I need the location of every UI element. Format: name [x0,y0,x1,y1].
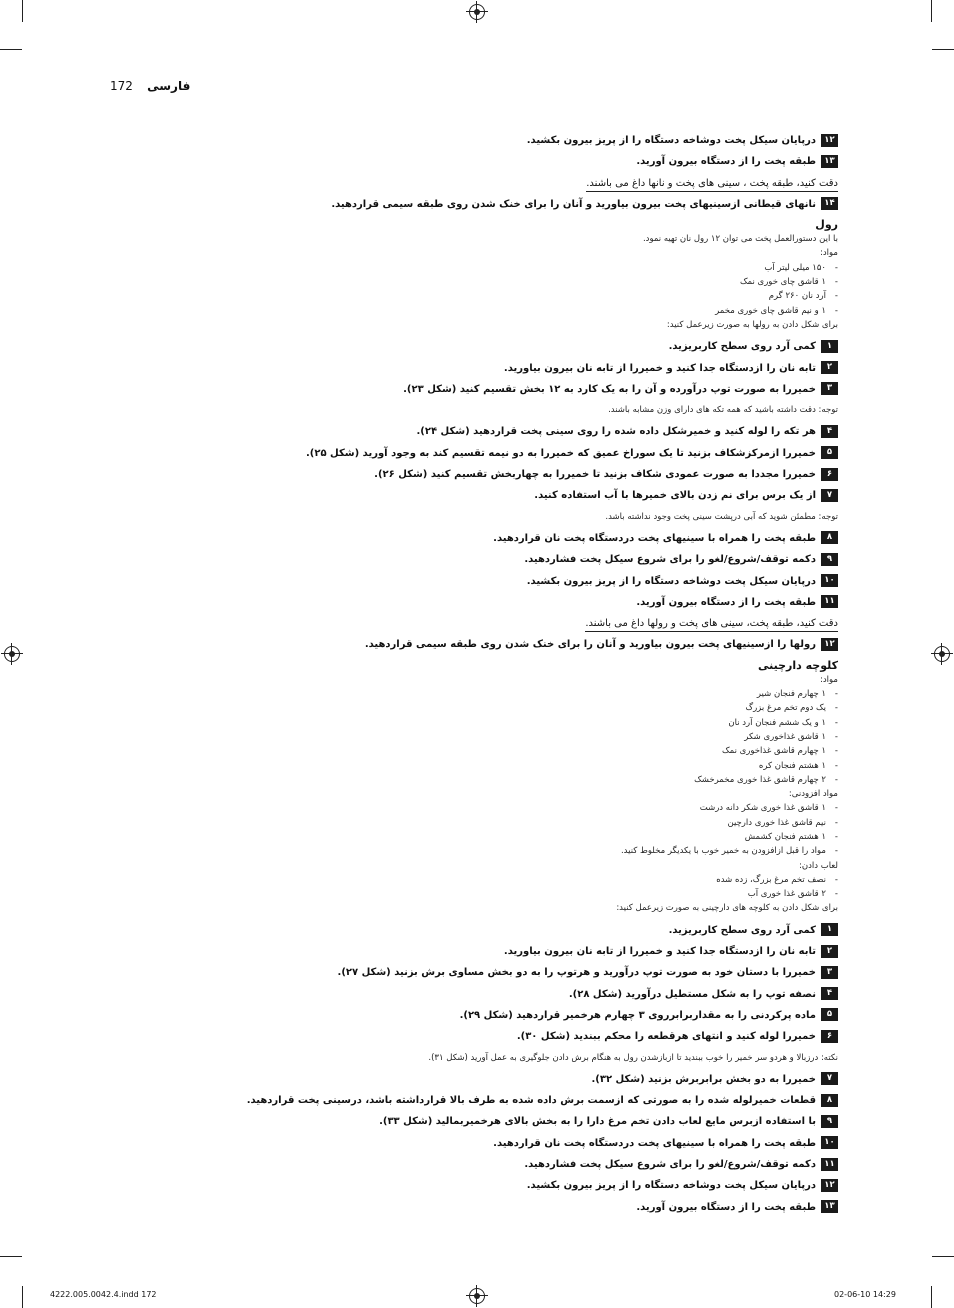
filling-item: - ۱ هشتم فنجان کشمش [340,830,838,844]
filling-item: - ۱ قاشق غذا خوری شکر دانه درشت [340,801,838,815]
step-text: طبقه پخت را از دستگاه بیرون آورید. [636,596,816,608]
material-item: - ۱ هشتم فنجان کره [340,759,838,773]
step-number: ۷ [821,1072,838,1085]
step-text: رولها را ازسینیهای پخت بیرون بیاورید و آنان را برای خنک شدن روی طبقه سیمی قراردهید. [364,639,816,651]
page-number: 172 [110,79,133,93]
step-text: تابه نان را ازدستگاه جدا کنید و خمیررا از تابه نان بیرون بیاورید. [503,946,816,958]
step-item [340,1026,838,1047]
section-top [331,130,838,215]
step-text: درپایان سیکل پخت دوشاخه دستگاه را از پریز بیرون بکشید. [526,575,816,587]
registration-mark-icon [469,4,485,20]
step-number: ۱۰ [821,1136,838,1149]
step-number: ۵ [821,446,838,459]
step-item [340,1175,838,1196]
section-heading: کلوچه دارچینی [758,658,838,672]
warning-text: دقت کنید، طبقه پخت، سینی های پخت و رولها داغ می باشند. [585,616,838,632]
step-number: ۱۴ [821,197,838,210]
crop-mark [932,1256,954,1257]
registration-mark-icon [934,646,950,662]
step-number: ۴ [821,987,838,1000]
step-number: ۲ [821,361,838,374]
page-header [110,79,190,93]
step-item [340,1133,838,1154]
step-text: نانهای قیطانی ازسینیهای پخت بیرون بیاورید و آنان را برای خنک شدن روی طبقه سیمی قراردهید. [331,198,816,210]
step-number: ۳ [821,966,838,979]
step-item [340,592,838,613]
step-text: خمیررا به صورت توپ درآورده و آن را به یک کارد به ۱۲ بخش تقسیم کنید (شکل ۲۳). [403,383,816,395]
step-number: ۱۲ [821,134,838,147]
warning-note [340,173,838,194]
step-item [340,485,838,506]
step-text: هر تکه را لوله کنید و خمیرشکل داده شده را روی سینی پخت قراردهید (شکل ۲۴). [416,426,816,438]
crop-mark [22,1286,23,1308]
crop-mark [932,49,954,50]
crop-mark [0,1256,22,1257]
step-text: با استفاده ازبرس مایع لعاب دادن تخم مرغ دارا را به بخش بالای هرخمیربمالید (شکل ۳۳). [379,1116,816,1128]
step-number: ۱ [821,340,838,353]
step-number: ۱۲ [821,638,838,651]
step-item [340,571,838,592]
glaze-label: لعاب دادن: [798,860,838,871]
warning-note [340,613,838,634]
step-number: ۳ [821,382,838,395]
materials-label: مواد: [820,248,838,259]
step-item [340,379,838,400]
step-number: ۱۰ [821,574,838,587]
step-item [340,920,838,941]
material-item: - ۱ قاشق غذاخوری شکر [340,730,838,744]
step-number: ۲ [821,945,838,958]
step-item [340,421,838,442]
page-content [246,130,838,1218]
footer-date: 02-06-10 14:29 [834,1290,896,1299]
step-item [340,1154,838,1175]
step-text: درپایان سیکل پخت دوشاخه دستگاه را از پریز بیرون بکشید. [526,1180,816,1192]
glaze-item: - ۲ قاشق غذا خوری آب [340,887,838,901]
step-text: طبقه پخت را همراه با سینیهای پخت دردستگاه پخت نان قراردهید. [493,1137,816,1149]
registration-mark-icon [469,1288,485,1304]
material-item: - ۱ قاشق چای خوری نمک [340,275,838,289]
step-number: ۱۳ [821,1200,838,1213]
step-number: ۶ [821,1030,838,1043]
step-number: ۷ [821,489,838,502]
step-item [340,151,838,172]
material-item: - ۱ و نیم قاشق چای خوری مخمر [340,304,838,318]
filling-item: - نیم قاشق غذا خوری دارچین [340,816,838,830]
step-item [337,962,838,983]
step-number: ۹ [821,1115,838,1128]
step-number: ۱۱ [821,1158,838,1171]
step-text: طبقه پخت را از دستگاه بیرون آورید. [636,156,816,168]
step-item [340,130,838,151]
shaping-text: برای شکل دادن به رولها به صورت زیرعمل کنید: [666,319,838,330]
note-text: توجه: مطمئن شوید که آبی درپشت سینی پخت وجود نداشته باشد. [605,511,838,522]
crop-mark [22,0,23,22]
step-item [340,941,838,962]
step-item [340,1111,838,1132]
step-text: تابه نان را ازدستگاه جدا کنید و خمیررا از تابه نان بیرون بیاورید. [503,362,816,374]
step-text: خمیررا ازمرکزشکاف بزنید تا یک سوراخ عمیق که خمیررا به دو نیمه تقسیم کند به وجود آورید (شکل ۲۵). [305,447,816,459]
step-number: ۱ [821,923,838,936]
step-item [305,443,838,464]
step-number: ۵ [821,1008,838,1021]
materials-label: مواد: [820,674,838,685]
step-text: طبقه پخت را همراه با سینیهای پخت دردستگاه پخت نان قراردهید. [493,532,816,544]
step-number: ۸ [821,1094,838,1107]
section-cinnamon [246,658,838,1218]
note-text: نکته: درزبالا و هردو سر خمیر را خوب ببندید تا ازبازشدن رول به هنگام برش دادن جلوگیری به عمل آورید (شکل ۳۱). [428,1052,838,1063]
step-text: کمی آرد روی سطح کاربریزید. [668,341,816,353]
material-item: - ۲ چهارم قاشق غذا خوری مخمرخشک [340,773,838,787]
glaze-item: - نصف تخم مرغ بزرگ، زده شده [340,873,838,887]
step-item [340,1069,838,1090]
step-text: نصفه توپ را به شکل مستطیل درآورید (شکل ۲۸). [568,988,816,1000]
step-number: ۱۱ [821,595,838,608]
section-heading: رول [815,218,838,232]
step-item [340,1005,838,1026]
step-text: خمیررا به دو بخش برابربرش بزنید (شکل ۳۲). [591,1073,816,1085]
step-text: طبقه پخت را از دستگاه بیرون آورید. [636,1201,816,1213]
step-item [340,528,838,549]
material-item: - ۱ چهارم قاشق غذاخوری نمک [340,744,838,758]
language-label: فارسی [147,79,191,93]
intro-text: با این دستورالعمل پخت می توان ۱۲ رول نان تهیه نمود. [642,234,838,245]
step-item [340,549,838,570]
step-text: خمیررا با دستان خود به صورت توپ درآورید و هرتوپ را به دو بخش مساوی برش بزنید (شکل ۲۷). [337,967,816,979]
step-item [340,464,838,485]
step-number: ۸ [821,531,838,544]
step-item [340,634,838,655]
step-text: کمی آرد روی سطح کاربریزید. [668,924,816,936]
step-item [340,336,838,357]
material-item: - ۱۵۰ میلی لیتر آب [340,261,838,275]
registration-mark-icon [4,646,20,662]
step-text: دکمه توقف/شروع/لغو را برای شروع سیکل پخت فشاردهید. [524,1159,816,1171]
note-text: توجه: دقت داشته باشید که همه تکه های دارای وزن مشابه باشند. [608,405,838,416]
step-text: ماده پرکردنی را به مقداربرابرروی ۳ چهارم هرخمیر قراردهید (شکل ۲۹). [459,1009,816,1021]
step-item [331,194,838,215]
step-text: قطعات خمیرلوله شده را به صورتی که ازسمت برش داده شده به طرف بالا قرارداشته باشد، درسینی پخت قراردهید. [246,1095,816,1107]
material-item: - یک دوم تخم مرغ بزرگ [340,701,838,715]
step-number: ۱۲ [821,1179,838,1192]
shaping-text: برای شکل دادن به کلوچه های دارچینی به صورت زیرعمل کنید: [616,903,838,914]
material-item: - ۱ چهارم فنجان شیر [340,687,838,701]
step-number: ۶ [821,468,838,481]
step-item [246,1090,838,1111]
warning-text: دقت کنید، طبقه پخت ، سینی های پخت و نانها داغ می باشند. [586,176,838,192]
step-text: درپایان سیکل پخت دوشاخه دستگاه را از پریز بیرون بکشید. [526,135,816,146]
material-item: - آرد نان ۲۶۰ گرم [340,289,838,303]
step-text: از یک برس برای نم زدن بالای خمیرها با آب استفاده کنید. [534,490,816,502]
crop-mark [0,49,22,50]
crop-mark [931,1286,932,1308]
step-item [340,984,838,1005]
step-item [340,1197,838,1218]
step-number: ۱۳ [821,155,838,168]
step-text: دکمه توقف/شروع/لغو را برای شروع سیکل پخت فشاردهید. [524,554,816,566]
footer-file-info: 4222.005.0042.4.indd 172 [50,1290,157,1299]
section-roll [305,217,838,656]
step-number: ۴ [821,425,838,438]
filling-label: مواد افزودنی: [788,789,838,800]
crop-mark [931,0,932,22]
step-text: خمیررا لوله کنید و انتهای هرقطعه را محکم ببندید (شکل ۳۰). [516,1031,816,1043]
step-text: خمیررا مجددا به صورت عمودی شکاف بزنید تا خمیررا به چهاربخش تقسیم کنید (شکل ۲۶). [374,469,816,481]
filling-item: - مواد را قبل ازافزودن به خمیر خوب با یکدیگر مخلوط کنید. [340,844,838,858]
step-item [340,358,838,379]
step-number: ۹ [821,553,838,566]
material-item: - ۱ و یک ششم فنجان آرد نان [340,716,838,730]
